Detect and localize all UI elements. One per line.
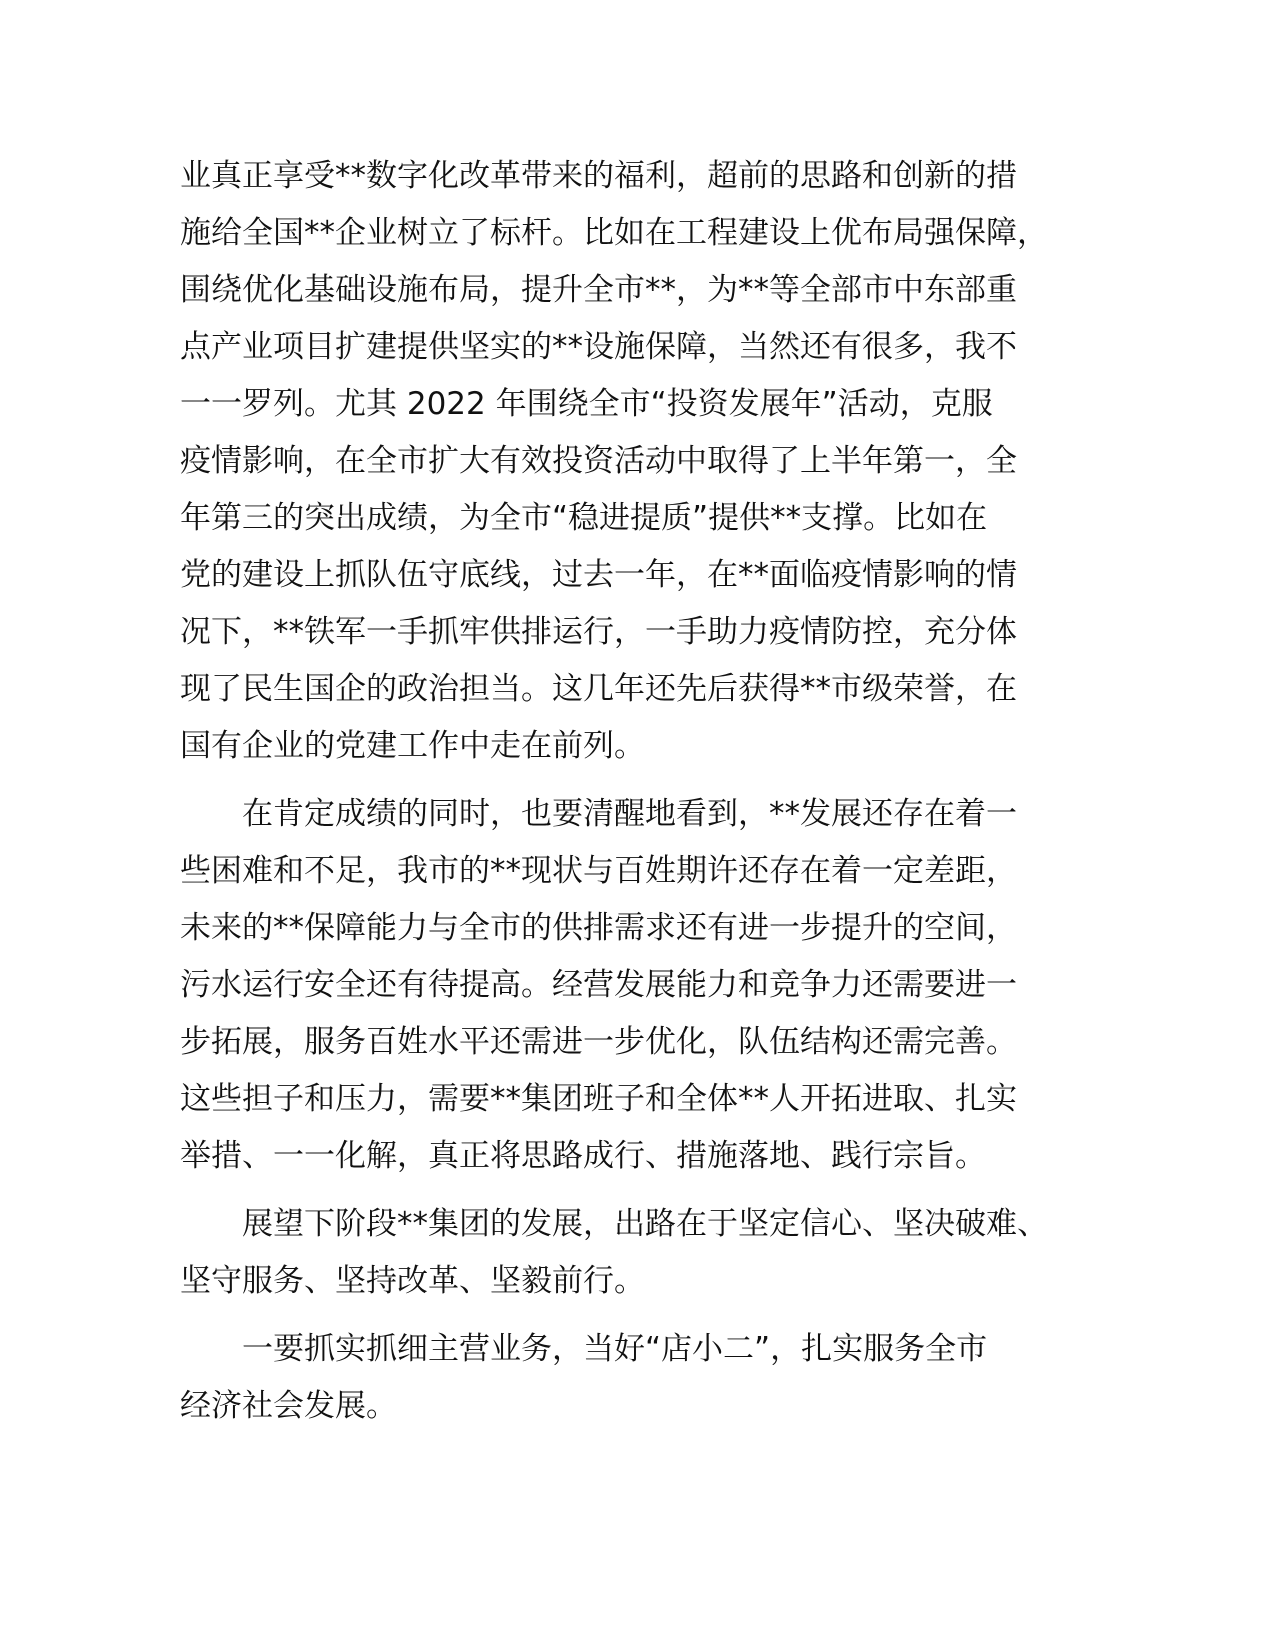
document-page [180, 148, 1060, 1446]
text-line: 展望下阶段**集团的发展，出路在于坚定信心、坚决破难、 [242, 1206, 1048, 1242]
text-line: 举措、一一化解，真正将思路成行、措施落地、践行宗旨。 [180, 1138, 986, 1174]
text-line: 党的建设上抓队伍守底线，过去一年，在**面临疫情影响的情 [180, 557, 1017, 593]
text-line: 现了民生国企的政治担当。这几年还先后获得**市级荣誉，在 [180, 671, 1017, 707]
text-line: 未来的**保障能力与全市的供排需求还有进一步提升的空间， [180, 910, 1017, 946]
text-line: 业真正享受**数字化改革带来的福利，超前的思路和创新的措 [180, 158, 1017, 194]
paragraph-1 [180, 148, 1060, 775]
text-line: 污水运行安全还有待提高。经营发展能力和竞争力还需要进一 [180, 967, 1017, 1003]
text-line: 疫情影响，在全市扩大有效投资活动中取得了上半年第一，全 [180, 443, 1017, 479]
text-line: 国有企业的党建工作中走在前列。 [180, 728, 645, 764]
paragraph-4 [180, 1321, 1060, 1435]
text-line: 步拓展，服务百姓水平还需进一步优化，队伍结构还需完善。 [180, 1024, 1017, 1060]
text-line: 在肯定成绩的同时，也要清醒地看到，**发展还存在着一 [242, 796, 1017, 832]
text-line: 况下，**铁军一手抓牢供排运行，一手助力疫情防控，充分体 [180, 614, 1017, 650]
text-line: 一要抓实抓细主营业务，当好“店小二”，扎实服务全市 [242, 1331, 988, 1367]
text-line: 点产业项目扩建提供坚实的**设施保障，当然还有很多，我不 [180, 329, 1017, 365]
text-line: 经济社会发展。 [180, 1388, 397, 1424]
paragraph-2 [180, 786, 1060, 1185]
text-line: 一一罗列。尤其 2022 年围绕全市“投资发展年”活动，克服 [180, 386, 993, 422]
text-line: 施给全国**企业树立了标杆。比如在工程建设上优布局强保障， [180, 215, 1048, 251]
text-line: 些困难和不足，我市的**现状与百姓期许还存在着一定差距， [180, 853, 1017, 889]
text-line: 围绕优化基础设施布局，提升全市**，为**等全部市中东部重 [180, 272, 1017, 308]
text-line: 坚守服务、坚持改革、坚毅前行。 [180, 1263, 645, 1299]
paragraph-3 [180, 1196, 1060, 1310]
text-line: 这些担子和压力，需要**集团班子和全体**人开拓进取、扎实 [180, 1081, 1017, 1117]
text-line: 年第三的突出成绩，为全市“稳进提质”提供**支撑。比如在 [180, 500, 988, 536]
